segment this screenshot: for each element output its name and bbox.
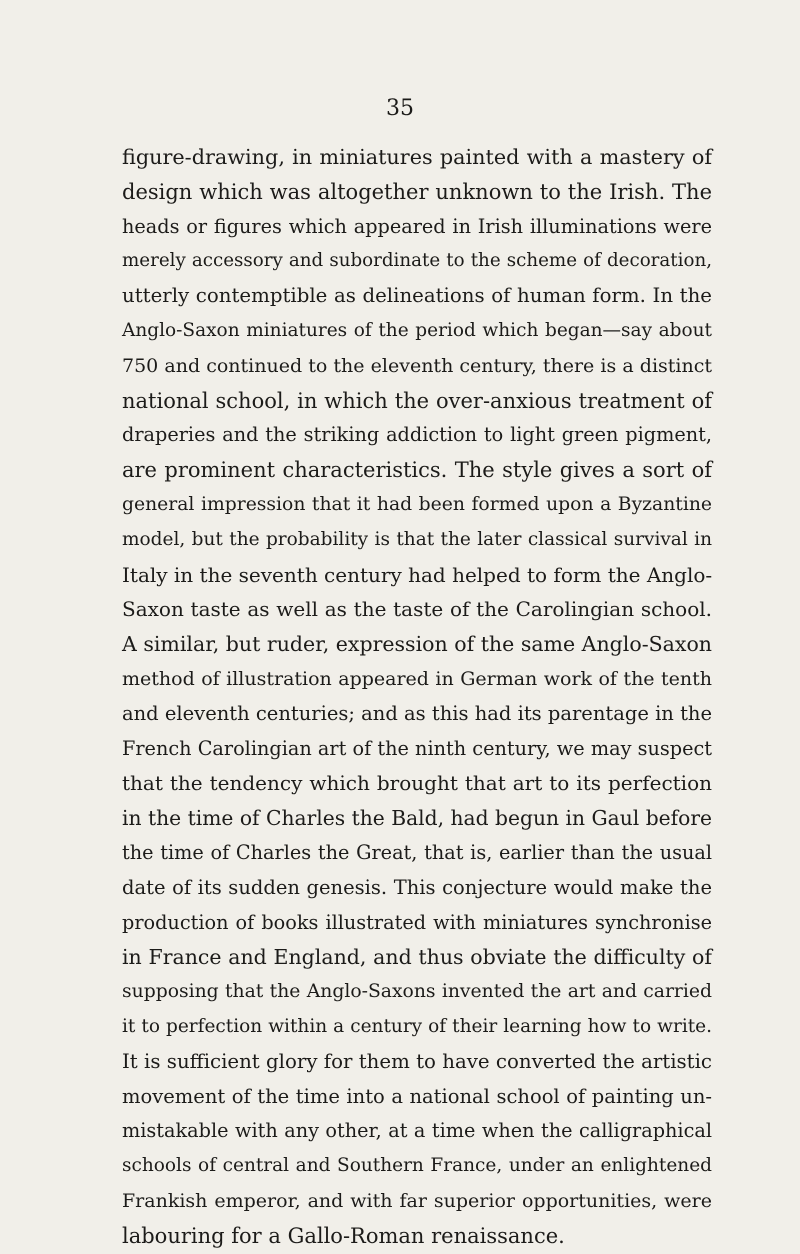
text-line: in France and England, and thus obviate the difficulty of [122,945,712,970]
text-line: labouring for a Gallo-Roman renaissance. [122,1223,565,1248]
text-line: supposing that the Anglo-Saxons invented the art and carried [122,981,712,1003]
text-line: schools of central and Southern France, under an enlightened [122,1155,712,1177]
text-line: it to perfection within a century of their learning how to write. [122,1015,712,1037]
text-line: date of its sudden genesis. This conjecture would make the [122,875,712,899]
text-line: Anglo-Saxon miniatures of the period which began—say about [122,319,712,341]
text-line: Frankish emperor, and with far superior opportunities, were [122,1189,712,1212]
text-line: the time of Charles the Great, that is, earlier than the usual [122,840,712,864]
text-line: A similar, but ruder, expression of the same Anglo-Saxon [122,632,712,657]
text-line: It is sufficient glory for them to have converted the artistic [122,1049,712,1073]
text-line: are prominent characteristics. The style gives a sort of [122,458,712,483]
text-line: and eleventh centuries; and as this had its parentage in the [122,701,712,725]
text-line: Saxon taste as well as the taste of the Carolingian school. [122,597,712,622]
text-line: production of books illustrated with miniatures synchronise [122,910,712,934]
text-line: method of illustration appeared in German work of the tenth [122,667,712,690]
text-line: mistakable with any other, at a time when the calligraphical [122,1119,712,1143]
text-line: heads or figures which appeared in Irish illuminations were [122,214,712,238]
text-line: merely accessory and subordinate to the scheme of decoration, [122,250,712,272]
text-line: utterly contemptible as delineations of human form. In the [122,284,712,308]
text-line: movement of the time into a national school of painting un- [122,1084,712,1108]
text-line: 750 and continued to the eleventh century, there is a distinct [122,354,712,377]
text-line: in the time of Charles the Bald, had begun in Gaul before [122,806,712,831]
text-line: model, but the probability is that the later classical survival in [122,528,712,550]
page-number: 35 [386,96,414,121]
text-line: French Carolingian art of the ninth century, we may suspect [122,736,712,760]
text-line: draperies and the striking addiction to light green pigment, [122,423,712,447]
text-line: that the tendency which brought that art to its perfection [122,771,712,796]
text-line: general impression that it had been formed upon a Byzantine [122,493,712,515]
body-text [122,140,712,1254]
text-line: figure-drawing, in miniatures painted with a mastery of [122,145,712,169]
text-line: design which was altogether unknown to the Irish. The [122,179,712,204]
text-line: Italy in the seventh century had helped to form the Anglo- [122,562,713,587]
text-line: national school, in which the over-anxious treatment of [122,388,712,413]
